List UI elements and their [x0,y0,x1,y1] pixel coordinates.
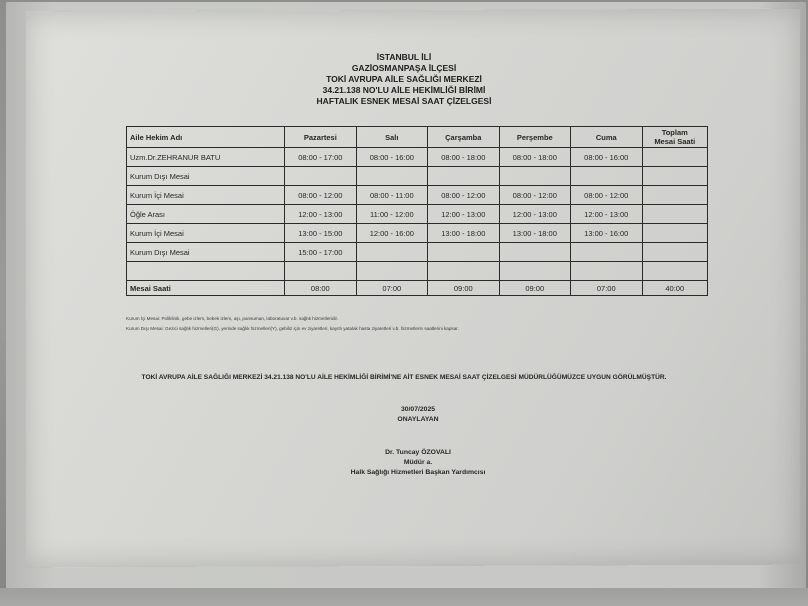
approval-statement: TOKİ AVRUPA AİLE SAĞLIĞI MERKEZİ 34.21.138 NO'LU AİLE HEKİMLİĞİ BİRİMİ'NE AİT ESNEK MESAİ SAAT ÇİZELGESİ MÜDÜRLÜĞÜMÜZCE UYGUN GÖRÜLMÜŞTÜR. [141,374,667,381]
approver-label: ONAYLAYAN [397,416,439,423]
row-label-cell: Öğle Arası [127,205,285,224]
time-cell [642,186,708,205]
time-cell [642,148,708,167]
time-cell [499,167,570,186]
header-title: HAFTALIK ESNEK MESAİ SAAT ÇİZELGESİ [316,96,492,106]
time-cell [571,262,642,281]
time-cell: 08:00 - 12:00 [428,186,499,205]
time-cell: 08:00 - 12:00 [285,186,356,205]
table-row [127,148,708,167]
total-cell: 07:00 [356,281,427,296]
approval-date: 30/07/2025 [400,406,436,413]
row-label-cell: Uzm.Dr.ZEHRANUR BATU [127,148,285,167]
time-cell [642,243,708,262]
time-cell: 08:00 - 12:00 [499,186,570,205]
total-row [127,281,708,296]
time-cell: 15:00 - 17:00 [285,243,356,262]
time-cell [356,262,427,281]
table-row [127,186,708,205]
footnote-external: Kurum Dışı Mesai: Gezici sağlık hizmetleri(G), yerinde sağlık hizmetleri(Y), gebiliz için ev ziyaretleri, kayıtlı yatalak hasta ziyaretleri v.b. hizmetlerin saatlerini kapsar. [126,326,459,331]
time-cell [642,224,708,243]
signatory-title1: Müdür a. [403,459,433,466]
signatory-block [318,448,518,478]
time-cell: 12:00 - 13:00 [571,205,642,224]
table-row [127,167,708,186]
total-header-line2: Mesai Saati [654,137,696,146]
total-cell: 08:00 [285,281,356,296]
time-cell: 08:00 - 18:00 [499,148,570,167]
schedule-table [126,126,708,296]
signatory-title2: Halk Sağlığı Hizmetleri Başkan Yardımcısı [350,469,486,476]
time-cell [642,262,708,281]
column-header-friday: Cuma [571,127,642,148]
column-header-tuesday: Salı [356,127,427,148]
column-header-wednesday: Çarşamba [428,127,499,148]
time-cell: 12:00 - 13:00 [285,205,356,224]
time-cell: 08:00 - 12:00 [571,186,642,205]
total-cell: 40:00 [642,281,708,296]
row-label-cell: Kurum Dışı Mesai [127,243,285,262]
time-cell: 08:00 - 17:00 [285,148,356,167]
time-cell [642,167,708,186]
time-cell [499,243,570,262]
time-cell [356,243,427,262]
footnote-internal: Kurum İçi Mesai: Poliklinik, gebe izlem, bebek izlem, aşı, pansuman, laboratuvar v.b. sağlık hizmetleridir. [126,316,339,321]
column-header-thursday: Perşembe [499,127,570,148]
time-cell: 13:00 - 15:00 [285,224,356,243]
document-header [0,52,808,107]
footnotes [126,314,459,334]
header-center: TOKİ AVRUPA AİLE SAĞLIĞI MERKEZİ [326,74,482,84]
total-header-line1: Toplam [661,128,688,137]
column-header-total [642,127,708,148]
table-row [127,205,708,224]
column-header-doctor: Aile Hekim Adı [127,127,285,148]
row-label-cell: Kurum İçi Mesai [127,186,285,205]
time-cell: 13:00 - 18:00 [499,224,570,243]
time-cell [285,262,356,281]
frame-bottom [0,588,808,606]
time-cell [356,167,427,186]
time-cell: 13:00 - 18:00 [428,224,499,243]
time-cell [571,243,642,262]
time-cell [428,243,499,262]
total-cell: 07:00 [571,281,642,296]
column-header-monday: Pazartesi [285,127,356,148]
header-district: GAZİOSMANPAŞA İLÇESİ [351,63,457,73]
time-cell [428,262,499,281]
time-cell: 08:00 - 11:00 [356,186,427,205]
time-cell: 12:00 - 13:00 [428,205,499,224]
time-cell [499,262,570,281]
table-header-row [127,127,708,148]
total-cell: 09:00 [428,281,499,296]
table-row [127,262,708,281]
time-cell [642,205,708,224]
row-label-cell: Kurum Dışı Mesai [127,167,285,186]
signatory-name: Dr. Tuncay ÖZOVALI [385,449,451,456]
date-block [318,405,518,425]
row-label-cell [127,262,285,281]
schedule-body [127,148,708,296]
time-cell: 12:00 - 13:00 [499,205,570,224]
table-row [127,224,708,243]
row-label-cell: Kurum İçi Mesai [127,224,285,243]
total-row-label: Mesai Saati [127,281,285,296]
time-cell [285,167,356,186]
time-cell: 13:00 - 16:00 [571,224,642,243]
time-cell: 12:00 - 16:00 [356,224,427,243]
header-unit: 34.21.138 NO'LU AİLE HEKİMLİĞİ BİRİMİ [322,85,486,95]
time-cell [428,167,499,186]
time-cell: 08:00 - 18:00 [428,148,499,167]
time-cell [571,167,642,186]
table-row [127,243,708,262]
total-cell: 09:00 [499,281,570,296]
time-cell: 08:00 - 16:00 [571,148,642,167]
header-province: İSTANBUL İLİ [376,52,432,62]
time-cell: 08:00 - 16:00 [356,148,427,167]
time-cell: 11:00 - 12:00 [356,205,427,224]
